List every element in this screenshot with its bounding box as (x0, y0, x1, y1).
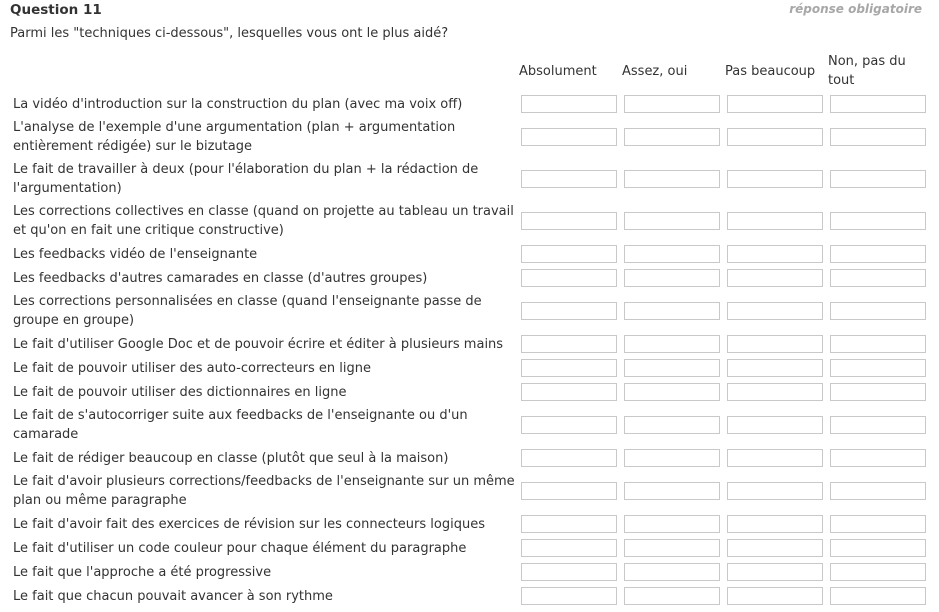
answer-cell[interactable] (521, 212, 617, 230)
answer-cell[interactable] (521, 95, 617, 113)
answer-cell[interactable] (727, 449, 823, 467)
answer-cell[interactable] (727, 563, 823, 581)
answer-cell[interactable] (830, 515, 926, 533)
answer-cell[interactable] (521, 128, 617, 146)
answer-cell[interactable] (521, 563, 617, 581)
answer-cell[interactable] (830, 170, 926, 188)
answer-cell[interactable] (521, 482, 617, 500)
column-header-assez-oui: Assez, oui (622, 64, 688, 79)
answer-cell[interactable] (727, 383, 823, 401)
answer-cell[interactable] (624, 563, 720, 581)
answer-cell[interactable] (727, 416, 823, 434)
row-label: Le fait d'avoir fait des exercices de révision sur les connecteurs logiques (13, 516, 485, 532)
answer-cell[interactable] (624, 302, 720, 320)
answer-cell[interactable] (624, 383, 720, 401)
answer-cell[interactable] (727, 269, 823, 287)
answer-cell[interactable] (624, 95, 720, 113)
answer-cell[interactable] (727, 335, 823, 353)
answer-cell[interactable] (624, 482, 720, 500)
answer-cell[interactable] (830, 128, 926, 146)
answer-cell[interactable] (727, 359, 823, 377)
answer-cell[interactable] (624, 587, 720, 605)
row-label: Le fait de s'autocorriger suite aux feedbacks de l'enseignante ou d'un camarade (13, 408, 468, 442)
answer-cell[interactable] (830, 335, 926, 353)
answer-cell[interactable] (624, 269, 720, 287)
row-label: Le fait que l'approche a été progressive (13, 564, 272, 580)
question-prompt: Parmi les "techniques ci-dessous", lesquelles vous ont le plus aidé? (10, 26, 449, 41)
answer-cell[interactable] (521, 335, 617, 353)
row-label: Le fait de travailler à deux (pour l'élaboration du plan + la rédaction de l'argumentation) (13, 162, 479, 196)
answer-cell[interactable] (727, 128, 823, 146)
answer-cell[interactable] (727, 245, 823, 263)
answer-cell[interactable] (830, 269, 926, 287)
row-label: Le fait d'utiliser un code couleur pour chaque élément du paragraphe (13, 540, 467, 556)
required-note: réponse obligatoire (789, 2, 922, 16)
answer-cell[interactable] (521, 170, 617, 188)
answer-cell[interactable] (830, 482, 926, 500)
row-label: Les corrections personnalisées en classe (quand l'enseignante passe de groupe en groupe) (13, 294, 482, 328)
answer-cell[interactable] (521, 587, 617, 605)
answer-cell[interactable] (624, 416, 720, 434)
answer-cell[interactable] (830, 302, 926, 320)
row-label: La vidéo d'introduction sur la construction du plan (avec ma voix off) (13, 96, 463, 112)
answer-cell[interactable] (727, 170, 823, 188)
answer-cell[interactable] (830, 359, 926, 377)
answer-cell[interactable] (830, 587, 926, 605)
answer-cell[interactable] (830, 449, 926, 467)
row-label: L'analyse de l'exemple d'une argumentation (plan + argumentation entièrement rédigée) sur le bizutage (13, 120, 456, 154)
answer-cell[interactable] (521, 269, 617, 287)
answer-cell[interactable] (727, 482, 823, 500)
answer-cell[interactable] (624, 515, 720, 533)
answer-cell[interactable] (624, 539, 720, 557)
answer-cell[interactable] (830, 212, 926, 230)
answer-cell[interactable] (727, 212, 823, 230)
column-header-absolument: Absolument (519, 64, 597, 79)
answer-cell[interactable] (624, 245, 720, 263)
column-header-non-pas-du-tout: Non, pas du tout (828, 54, 906, 88)
answer-cell[interactable] (521, 302, 617, 320)
answer-cell[interactable] (521, 245, 617, 263)
row-label: Le fait d'utiliser Google Doc et de pouvoir écrire et éditer à plusieurs mains (13, 336, 504, 352)
row-label: Le fait d'avoir plusieurs corrections/feedbacks de l'enseignante sur un même plan ou même paragraphe (13, 474, 515, 508)
answer-cell[interactable] (830, 563, 926, 581)
row-label: Les feedbacks d'autres camarades en classe (d'autres groupes) (13, 270, 428, 286)
answer-cell[interactable] (830, 416, 926, 434)
row-label: Le fait que chacun pouvait avancer à son rythme (13, 588, 333, 604)
answer-cell[interactable] (521, 449, 617, 467)
answer-cell[interactable] (624, 449, 720, 467)
answer-cell[interactable] (521, 383, 617, 401)
answer-cell[interactable] (624, 170, 720, 188)
answer-cell[interactable] (624, 359, 720, 377)
answer-cell[interactable] (830, 383, 926, 401)
answer-cell[interactable] (727, 515, 823, 533)
column-header-pas-beaucoup: Pas beaucoup (725, 64, 816, 79)
answer-cell[interactable] (624, 128, 720, 146)
row-label: Le fait de rédiger beaucoup en classe (plutôt que seul à la maison) (13, 450, 449, 466)
row-label: Le fait de pouvoir utiliser des dictionnaires en ligne (13, 384, 347, 400)
answer-cell[interactable] (624, 335, 720, 353)
answer-cell[interactable] (521, 539, 617, 557)
answer-cell[interactable] (521, 359, 617, 377)
answer-cell[interactable] (830, 95, 926, 113)
answer-cell[interactable] (521, 515, 617, 533)
answer-cell[interactable] (727, 95, 823, 113)
answer-cell[interactable] (727, 539, 823, 557)
answer-cell[interactable] (830, 539, 926, 557)
answer-cell[interactable] (521, 416, 617, 434)
row-label: Le fait de pouvoir utiliser des auto-correcteurs en ligne (13, 360, 371, 376)
answer-cell[interactable] (830, 245, 926, 263)
answer-cell[interactable] (727, 587, 823, 605)
row-label: Les feedbacks vidéo de l'enseignante (13, 246, 258, 262)
question-title: Question 11 (10, 2, 102, 18)
row-label: Les corrections collectives en classe (quand on projette au tableau un travail et qu'on en fait une critique constructive) (13, 204, 514, 238)
answer-cell[interactable] (624, 212, 720, 230)
answer-cell[interactable] (727, 302, 823, 320)
